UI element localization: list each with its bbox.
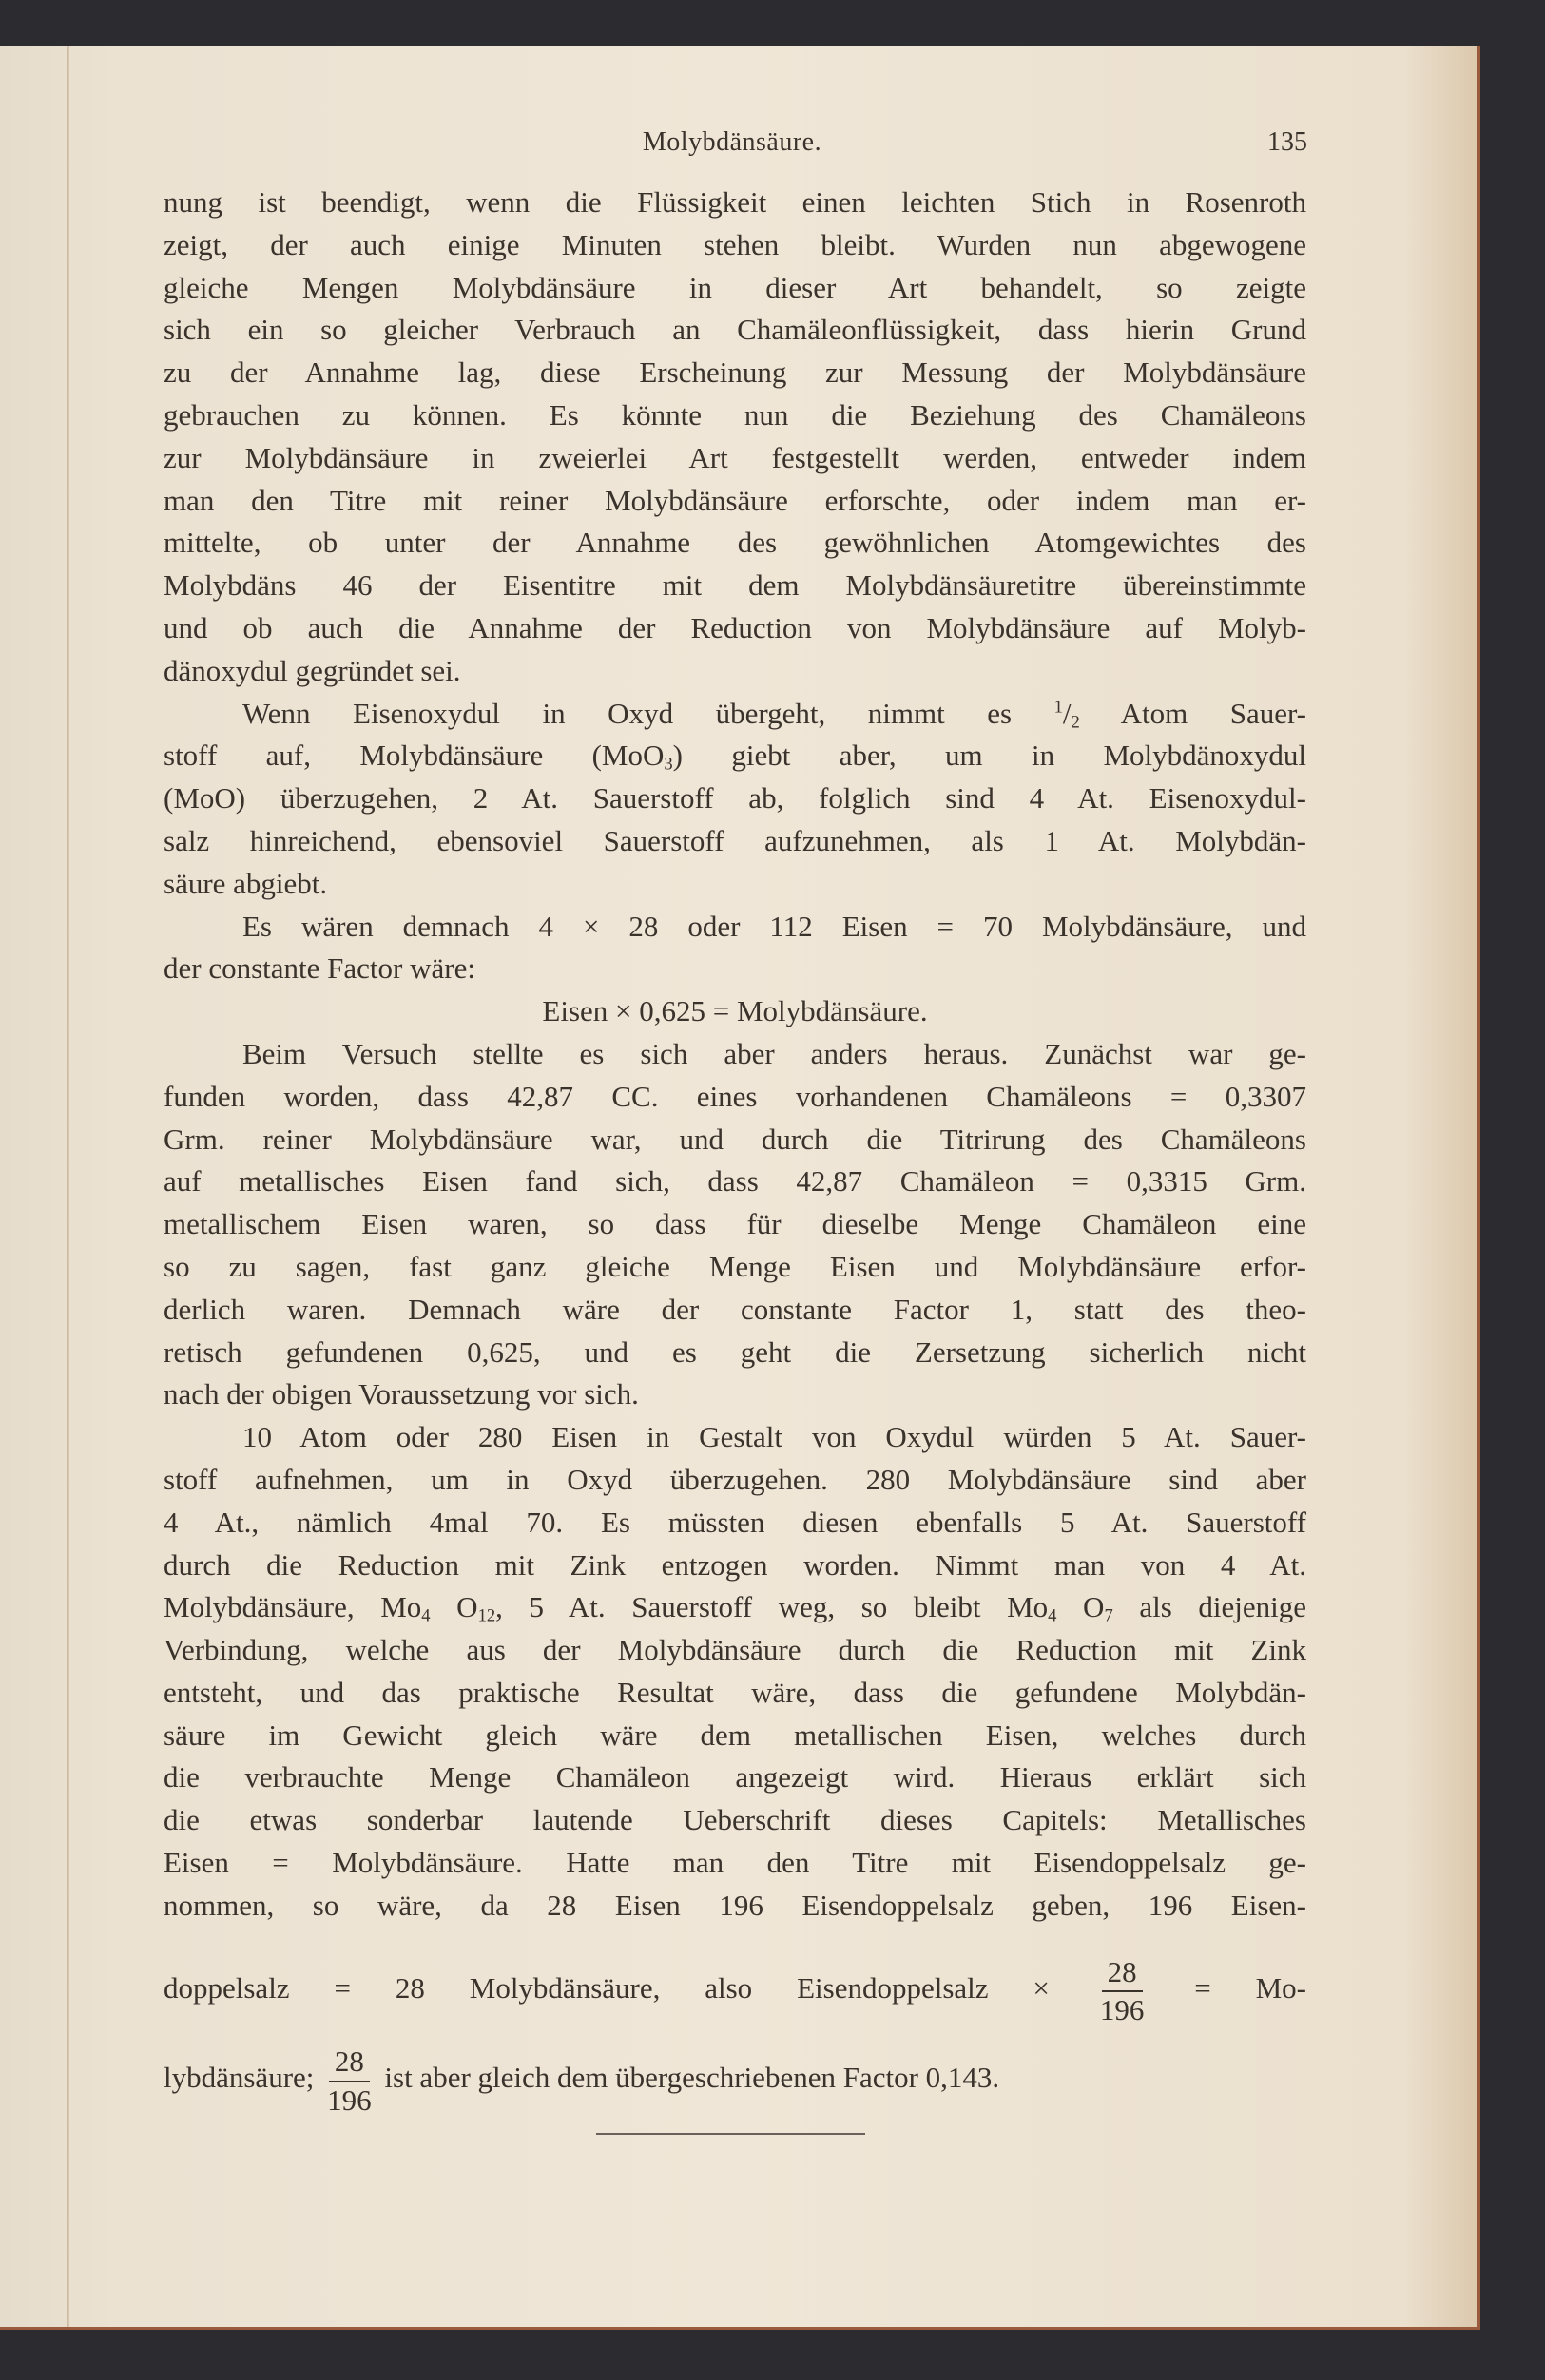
text-line [164,820,1306,863]
text-run: derlich waren. Demnach wäre der constante Factor 1, statt des theo- [164,1292,1306,1326]
text-line [164,693,1306,736]
text-run: Eisen × 0,625 = Molybdänsäure. [542,994,928,1028]
text-line [164,309,1306,352]
text-line [164,1629,1306,1672]
book-page [0,46,1480,2330]
section-end-rule [596,2133,865,2135]
text-run: und ob auch die Annahme der Reduction von Molybdänsäure auf Molyb- [164,610,1306,644]
paragraph [164,182,1306,693]
paragraph [164,1416,1307,2117]
text-line [164,650,1306,693]
text-run: salz hinreichend, ebensoviel Sauerstoff aufzunehmen, als 1 At. Molybdän- [164,823,1306,857]
text-run: Wenn Eisenoxydul in Oxyd übergeht, nimmt es [242,696,1054,730]
text-line [164,1246,1306,1289]
text-line [164,735,1306,777]
fraction [327,2045,372,2116]
text-line [164,777,1306,820]
text-line [164,480,1306,523]
text-run: Molybdäns 46 der Eisentitre mit dem Molybdänsäuretitre übereinstimmte [164,568,1306,603]
text-line [164,1459,1306,1502]
fraction-numerator: 28 [329,2045,370,2082]
text-run: säure abgiebt. [164,866,328,900]
subscript: 3 [664,755,673,775]
text-run: durch die Reduction mit Zink entzogen worden. Nimmt man von 4 At. [164,1547,1306,1582]
paragraph [164,990,1306,1033]
text-run: nung ist beendigt, wenn die Flüssigkeit einen leichten Stich in Rosenroth [164,185,1306,219]
text-run: retisch gefundenen 0,625, und es geht die Zersetzung sicherlich nicht [164,1334,1306,1369]
text-line [164,1416,1306,1459]
text-run: nach der obigen Voraussetzung vor sich. [164,1377,639,1411]
text-run: O [1056,1590,1105,1624]
text-line [164,182,1306,224]
text-run: mittelte, ob unter der Annahme des gewöhnlichen Atomgewichtes des [164,526,1306,560]
text-run: O [430,1590,478,1624]
subscript: 7 [1104,1605,1113,1626]
text-line [164,1373,1306,1416]
page-gutter [67,46,69,2327]
text-line [164,990,1306,1033]
text-run: nommen, so wäre, da 28 Eisen 196 Eisendoppelsalz geben, 196 Eisen- [164,1888,1306,1922]
text-run: Molybdänsäure, Mo [164,1590,422,1624]
text-run: / [1062,696,1072,730]
paragraph [164,906,1306,991]
text-run: der constante Factor wäre: [164,951,475,986]
text-run: sich ein so gleicher Verbrauch an Chamäleonflüssigkeit, dass hierin Grund [164,313,1306,347]
fraction-denominator: 196 [327,2082,372,2117]
text-line [164,1545,1306,1587]
text-run: säure im Gewicht gleich wäre dem metallischen Eisen, welches durch [164,1718,1306,1752]
text-line [164,863,1306,906]
text-run: dänoxydul gegründet sei. [164,653,461,687]
text-run: 4 At., nämlich 4mal 70. Es müssten diesen ebenfalls 5 At. Sauerstoff [164,1505,1306,1539]
text-line [164,437,1306,480]
text-run: Atom Sauer- [1079,696,1306,730]
text-line [164,565,1306,607]
text-run: gleiche Mengen Molybdänsäure in dieser Art behandelt, so zeigte [164,270,1306,304]
subscript: 4 [1048,1605,1057,1626]
text-line [164,1332,1306,1374]
text-run: 10 Atom oder 280 Eisen in Gestalt von Oxydul würden 5 At. Sauer- [242,1420,1306,1454]
fraction-numerator: 28 [1102,1956,1143,1992]
text-line [164,1672,1306,1715]
text-run: so zu sagen, fast ganz gleiche Menge Eisen und Molybdänsäure erfor- [164,1249,1306,1283]
text-run: ist aber gleich dem übergeschriebenen Factor 0,143. [377,2061,1000,2095]
text-run: ) giebt aber, um in Molybdänoxydul [672,739,1306,773]
text-line [164,394,1306,437]
text-line [164,1203,1306,1246]
text-run: gebrauchen zu können. Es könnte nun die Beziehung des Chamäleons [164,397,1306,432]
text-line [164,1586,1306,1629]
text-run: = Mo- [1149,1970,1306,2005]
paragraph [164,693,1306,906]
text-line [164,1289,1306,1332]
text-run: zu der Annahme lag, diese Erscheinung zur Messung der Molybdänsäure [164,355,1306,390]
text-run: Eisen = Molybdänsäure. Hatte man den Titre mit Eisendoppelsalz ge- [164,1846,1306,1880]
text-line [164,1161,1306,1203]
text-line [164,906,1306,949]
fraction-denominator: 196 [1099,1992,1145,2026]
text-line [164,522,1306,565]
text-run: als diejenige [1112,1590,1307,1624]
text-run: entsteht, und das praktische Resultat wäre, dass die gefundene Molybdän- [164,1675,1306,1709]
text-line [164,1502,1306,1545]
text-line [164,948,1306,990]
text-run: metallischem Eisen waren, so dass für dieselbe Menge Chamäleon eine [164,1207,1306,1241]
text-line [164,224,1306,267]
text-run: funden worden, dass 42,87 CC. eines vorhandenen Chamäleons = 0,3307 [164,1079,1306,1113]
text-line [164,1076,1306,1119]
text-run: auf metallisches Eisen fand sich, dass 42,87 Chamäleon = 0,3315 Grm. [164,1164,1306,1199]
superscript: 1 [1053,697,1063,718]
text-line [164,1799,1306,1842]
running-header: Molybdänsäure. [642,127,822,157]
subscript: 4 [421,1605,431,1626]
text-run: man den Titre mit reiner Molybdänsäure erforschte, oder indem man er- [164,483,1306,517]
text-line [164,2044,1306,2117]
text-line [164,1756,1306,1799]
text-run: Beim Versuch stellte es sich aber anders heraus. Zunächst war ge- [242,1036,1306,1070]
text-line [164,1119,1306,1161]
text-run: doppelsalz = 28 Molybdänsäure, also Eisendoppelsalz × [164,1970,1094,2005]
paragraph [164,1033,1306,1416]
text-run: (MoO) überzugehen, 2 At. Sauerstoff ab, folglich sind 4 At. Eisenoxydul- [164,781,1306,816]
text-run: die etwas sonderbar lautende Ueberschrift dieses Capitels: Metallisches [164,1803,1306,1837]
text-line [164,352,1306,394]
subscript: 2 [1071,712,1080,733]
text-run: stoff aufnehmen, um in Oxyd überzugehen. 280 Molybdänsäure sind aber [164,1462,1306,1496]
subscript: 12 [477,1605,496,1626]
text-run: stoff auf, Molybdänsäure (MoO [164,739,665,773]
text-line [164,267,1306,310]
text-line [164,1715,1306,1757]
page-number: 135 [1267,127,1307,157]
page-body [164,182,1307,2117]
text-line [164,1885,1306,1928]
text-line [164,607,1306,650]
text-run: Grm. reiner Molybdänsäure war, und durch die Titrirung des Chamäleons [164,1122,1306,1156]
text-line [164,1842,1306,1885]
text-run: , 5 At. Sauerstoff weg, so bleibt Mo [495,1590,1049,1624]
text-run: zur Molybdänsäure in zweierlei Art festgestellt werden, entweder indem [164,440,1306,474]
text-run: die verbrauchte Menge Chamäleon angezeigt wird. Hieraus erklärt sich [164,1760,1306,1795]
text-run: lybdänsäure; [164,2061,322,2095]
text-run: Es wären demnach 4 × 28 oder 112 Eisen = 70 Molybdänsäure, und [242,909,1306,943]
text-run: Verbindung, welche aus der Molybdänsäure durch die Reduction mit Zink [164,1633,1306,1667]
text-line [164,1033,1306,1076]
text-run: zeigt, der auch einige Minuten stehen bleibt. Wurden nun abgewogene [164,227,1306,261]
fraction [1100,1956,1145,2026]
text-line [164,1954,1306,2026]
